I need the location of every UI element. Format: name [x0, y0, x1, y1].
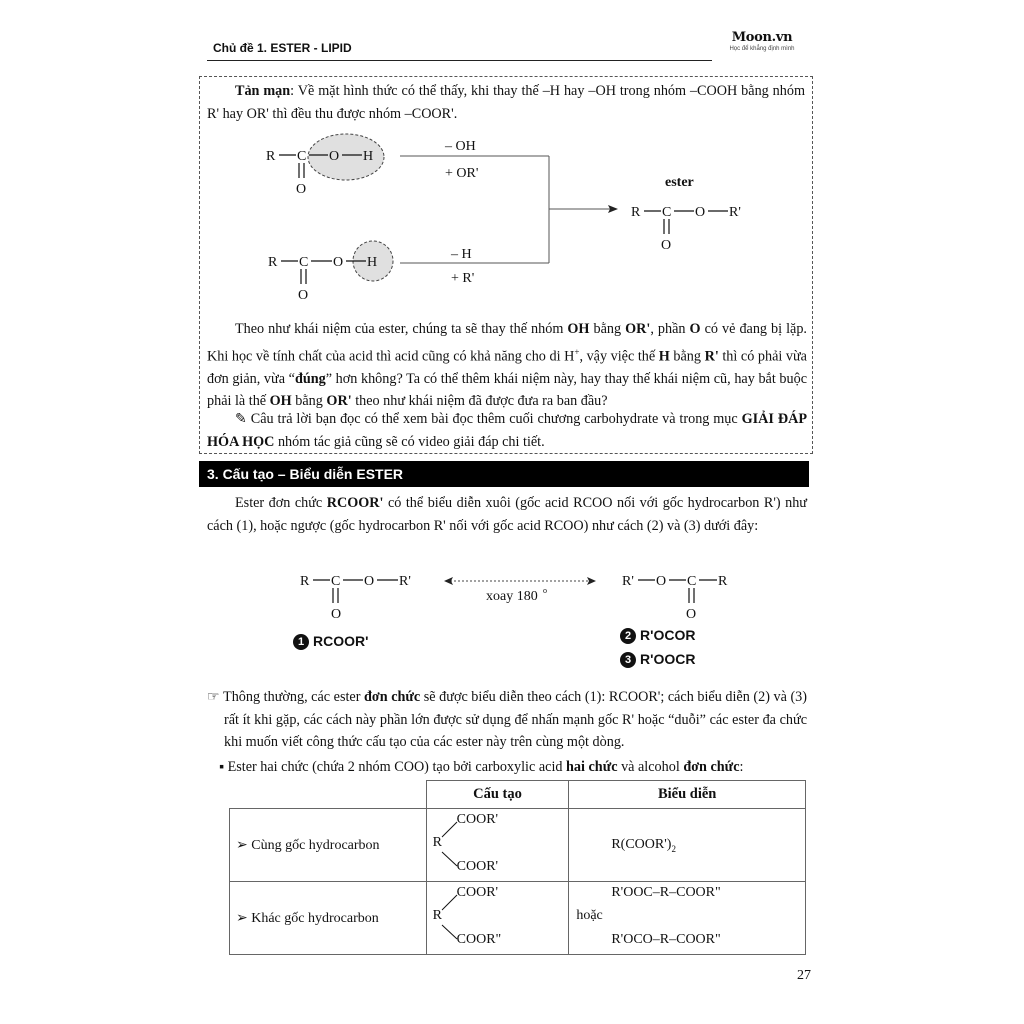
- label-minus-h: – H: [451, 247, 472, 262]
- atom-o: O: [364, 574, 375, 589]
- atom-o: O: [333, 255, 344, 270]
- atom-o-carbonyl: O: [661, 238, 672, 253]
- bullet-paragraph: ▪ Ester hai chức (chứa 2 nhóm COO) tạo bởi carboxylic acid hai chức và alcohol đơn chức:: [219, 759, 744, 775]
- chapter-header: Chủ đề 1. ESTER - LIPID: [213, 41, 352, 55]
- atom-h: H: [363, 149, 374, 164]
- table-header: Cấu tạo: [426, 781, 569, 809]
- table-row: [230, 809, 806, 882]
- rotation-label: xoay 180: [486, 589, 538, 604]
- structure-cell: COOR' R COOR": [426, 882, 569, 955]
- note-paragraph-2: Theo như khái niệm của ester, chúng ta sẽ thay thế nhóm OH bằng OR', phần O có vẻ đang bị lặp. Khi học về tính chất của acid thì acid cũng có khả năng cho di H+, vậy việc thế H bằng R' thì có phải vừa đơn giản, vừa “đúng” hơn không? Ta có thể thêm khái niệm này, hay thay thế khái niệm cũ, hay bắt buộc phải là thế OH bằng OR' theo như khái niệm đã được đưa ra ban đầu?: [207, 321, 807, 410]
- representation-cell: R'OOC–R–COOR" hoặc R'OCO–R–COOR": [569, 882, 806, 955]
- atom-r: R: [718, 574, 728, 589]
- table-corner: [230, 781, 427, 809]
- label-plus-rp: + R': [451, 271, 475, 286]
- degree-mark: o: [543, 586, 547, 595]
- pencil-icon: ✎: [235, 411, 247, 427]
- atom-o: O: [329, 149, 340, 164]
- atom-o-carbonyl: O: [296, 182, 307, 197]
- atom-o-carbonyl: O: [298, 288, 309, 303]
- atom-c: C: [297, 149, 307, 164]
- table-row-label: ➢ Khác gốc hydrocarbon: [230, 882, 427, 955]
- brand-name: Moon.vn: [731, 30, 793, 45]
- atom-o: O: [695, 205, 706, 220]
- atom-r: R: [631, 205, 641, 220]
- atom-r: R: [300, 574, 310, 589]
- tip-paragraph: ☞ Thông thường, các ester đơn chức sẽ được biểu diễn theo cách (1): RCOOR'; cách biểu diễn (2) và (3) rất ít khi gặp, các cách này phần lớn được sử dụng để nhấn mạnh gốc R' hoặc “duỗi” các ester đa chức khi muốn viết công thức cấu tạo của các ester này trên cùng một dòng.: [207, 689, 807, 750]
- representation-label-1: 1 RCOOR': [293, 633, 368, 651]
- table-row-label: ➢ Cùng gốc hydrocarbon: [230, 809, 427, 882]
- table-row: [230, 882, 806, 955]
- brand-tagline: Học để khẳng định mình: [729, 46, 795, 52]
- structure-cell: COOR' R COOR': [426, 809, 569, 882]
- atom-o-carbonyl: O: [686, 607, 697, 622]
- pointing-hand-icon: ☞: [207, 689, 220, 705]
- atom-r: R: [268, 255, 278, 270]
- table-header: Biểu diễn: [569, 781, 806, 809]
- atom-r-prime: R': [399, 574, 411, 589]
- atom-o-carbonyl: O: [331, 607, 342, 622]
- atom-r-prime: R': [729, 205, 741, 220]
- label-minus-oh: – OH: [445, 139, 476, 154]
- note-lead: Tản mạn: [235, 83, 291, 99]
- note-text: : Về mặt hình thức có thể thấy, khi thay thế –H hay –OH trong nhóm –COOH bằng nhóm R' hay OR' thì đều thu được nhóm –COOR'.: [207, 83, 805, 122]
- note-paragraph-3: ✎ Câu trả lời bạn đọc có thể xem bài đọc thêm cuối chương carbohydrate và trong mục GIẢI ĐÁP HÓA HỌC nhóm tác giả cũng sẽ có video giải đáp chi tiết.: [207, 411, 807, 450]
- bullet-icon: ▪: [219, 759, 225, 775]
- product-label: ester: [665, 175, 694, 190]
- atom-r-prime: R': [622, 574, 634, 589]
- atom-h: H: [367, 255, 378, 270]
- page-number: 27: [797, 968, 811, 983]
- atom-c: C: [331, 574, 341, 589]
- ester-table: [229, 780, 806, 955]
- atom-r: R: [266, 149, 276, 164]
- section-paragraph: Ester đơn chức RCOOR' có thể biểu diễn xuôi (gốc acid RCOO nối với gốc hydrocarbon R') như cách (1), hoặc ngược (gốc hydrocarbon R' nối với gốc acid RCOO) như cách (2) và (3) dưới đây:: [207, 495, 807, 534]
- atom-c: C: [299, 255, 309, 270]
- label-plus-orp: + OR': [445, 166, 479, 181]
- section-heading: 3. Cấu tạo – Biểu diễn ESTER: [199, 461, 809, 487]
- representation-label-2: 2 R'OCOR: [620, 627, 695, 645]
- atom-o: O: [656, 574, 667, 589]
- representation-label-3: 3 R'OOCR: [620, 651, 695, 669]
- atom-c: C: [662, 205, 672, 220]
- atom-c: C: [687, 574, 697, 589]
- representation-cell: $R(COOR')_2$: [569, 809, 806, 882]
